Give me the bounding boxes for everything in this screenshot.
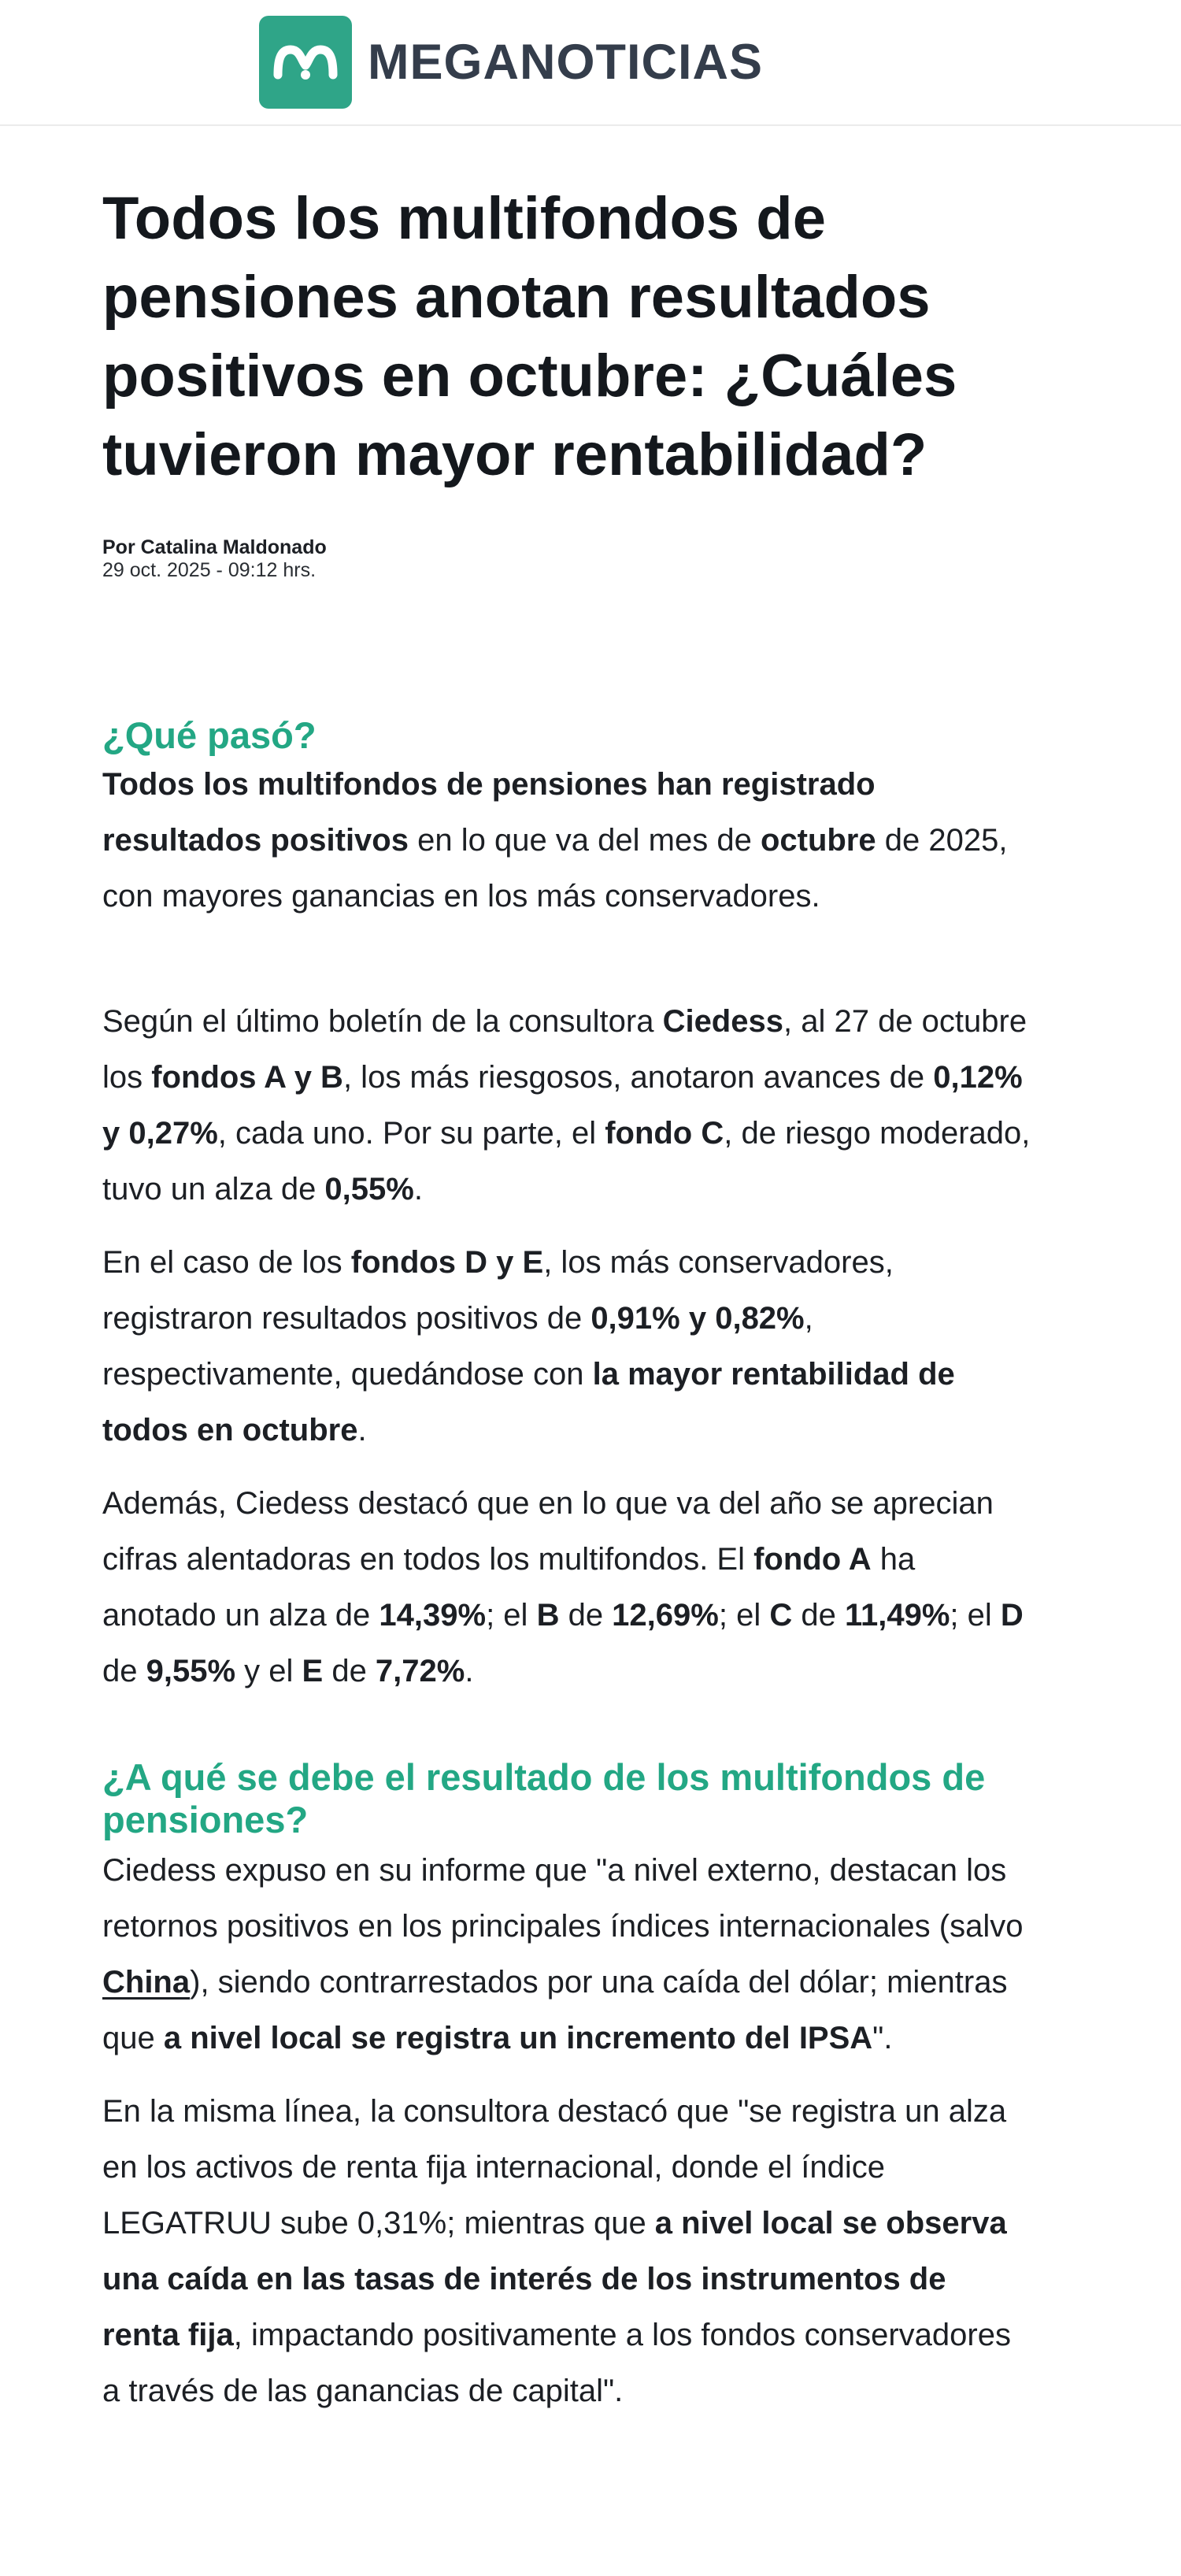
logo-m-icon: [272, 39, 339, 86]
paragraph-2: Según el último boletín de la consultora Ciedess, al 27 de octubre los fondos A y B, los más riesgosos, anotaron avances de 0,12% y 0,27%, cada uno. Por su parte, el fondo C, de riesgo moderado, tuvo un alza de 0,55%.: [102, 1004, 1031, 1206]
section-title-que-paso: ¿Qué pasó?: [102, 714, 317, 756]
china-link[interactable]: China: [102, 1965, 191, 2000]
article-date: 29 oct. 2025 - 09:12 hrs.: [102, 559, 317, 581]
paragraph-6: En la misma línea, la consultora destacó que "se registra un alza en los activos de renta fija internacional, donde el índice LEGATRUU sube 0,31%; mientras que a nivel local se observa una caída en las tasas de interés de los instrumentos de renta fija, impactando positivamente a los fondos conservadores a través de las ganancias de capital".: [102, 2094, 1011, 2408]
brand-name[interactable]: MEGANOTICIAS: [368, 35, 764, 90]
article-headline: Todos los multifondos de pensiones anotan resultados positivos en octubre: ¿Cuáles tuvieron mayor rentabilidad?: [102, 185, 957, 488]
site-header: [0, 0, 1181, 126]
paragraph-4: Además, Ciedess destacó que en lo que va del año se aprecian cifras alentadoras en todos los multifondos. El fondo A ha anotado un alza de 14,39%; el B de 12,69%; el C de 11,49%; el D de 9,55% y el E de 7,72%.: [102, 1486, 1024, 1688]
section-title-causas: ¿A qué se debe el resultado de los multifondos de pensiones?: [102, 1756, 986, 1840]
paragraph-5: Ciedess expuso en su informe que "a nivel externo, destacan los retornos positivos en los principales índices internacionales (salvo China), siendo contrarrestados por una caída del dólar; mientras que a nivel local se registra un incremento del IPSA".: [102, 1853, 1024, 2055]
article: [102, 126, 1031, 2419]
meganoticias-logo-icon[interactable]: [259, 16, 352, 109]
paragraph-3: En el caso de los fondos D y E, los más conservadores, registraron resultados positivos de 0,91% y 0,82%, respectivamente, quedándose con la mayor rentabilidad de todos en octubre.: [102, 1245, 955, 1447]
paragraph-1: Todos los multifondos de pensiones han registrado resultados positivos en lo que va del mes de octubre de 2025, con mayores ganancias en los más conservadores.: [102, 767, 1008, 914]
article-author: Por Catalina Maldonado: [102, 536, 327, 558]
